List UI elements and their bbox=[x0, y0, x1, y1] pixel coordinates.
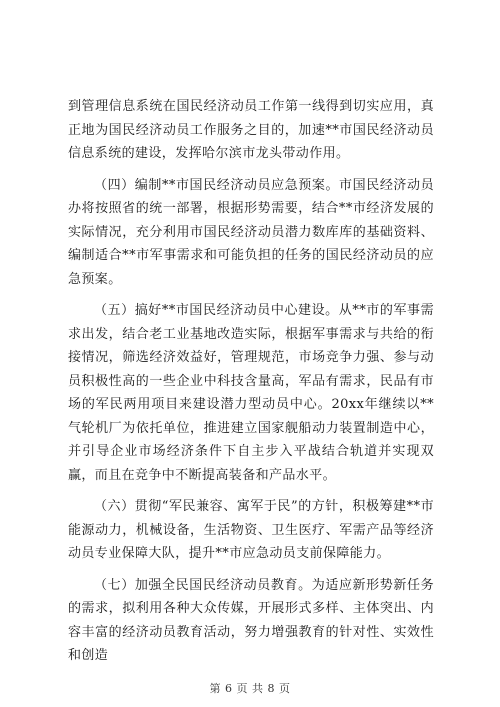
paragraph-section-7: （七）加强全民国民经济动员教育。为适应新形势新任务的需求，拟利用各种大众传媒，开展形式多样、主体突出、内容丰富的经济动员教育活动，努力增强教育的针对性、实效性和创造 bbox=[68, 577, 434, 663]
page-number-footer: 第 6 页 共 8 页 bbox=[209, 682, 291, 695]
document-body bbox=[68, 95, 434, 668]
paragraph-section-6: （六）贯彻“军民兼容、寓军于民”的方针，积极筹建**市能源动力，机械设备，生活物资、卫生医疗、军需产品等经济动员专业保障大队，提升**市应急动员支前保障能力。 bbox=[68, 499, 434, 561]
paragraph-section-5: （五）搞好**市国民经济动员中心建设。从**市的军事需求出发，结合老工业基地改造实际，根据军事需求与共给的衔接情况，筛选经济效益好，管理规范，市场竞争力强、参与动员积极性高的一些企业中科技含量高，军品有需求，民品有市场的军民两用项目来建设潜力型动员中心。20xx年继续以**气轮机厂为依托单位，推进建立国家舰船动力装置制造中心，并引导企业市场经济条件下自主步入平战结合轨道并实现双赢，而且在竞争中不断提高装备和产品水平。 bbox=[68, 303, 434, 483]
paragraph-section-4: （四）编制**市国民经济动员应急预案。市国民经济动员办将按照省的统一部署，根据形势需要，结合**市经济发展的实际情况，充分利用市国民经济动员潜力数库库的基础资料、编制适合**市军事需求和可能负担的任务的国民经济动员的应急预案。 bbox=[68, 177, 434, 287]
paragraph-continuation: 到管理信息系统在国民经济动员工作第一线得到切实应用，真正地为国民经济动员工作服务之目的，加速**市国民经济动员信息系统的建设，发挥哈尔滨市龙头带动作用。 bbox=[68, 99, 434, 161]
